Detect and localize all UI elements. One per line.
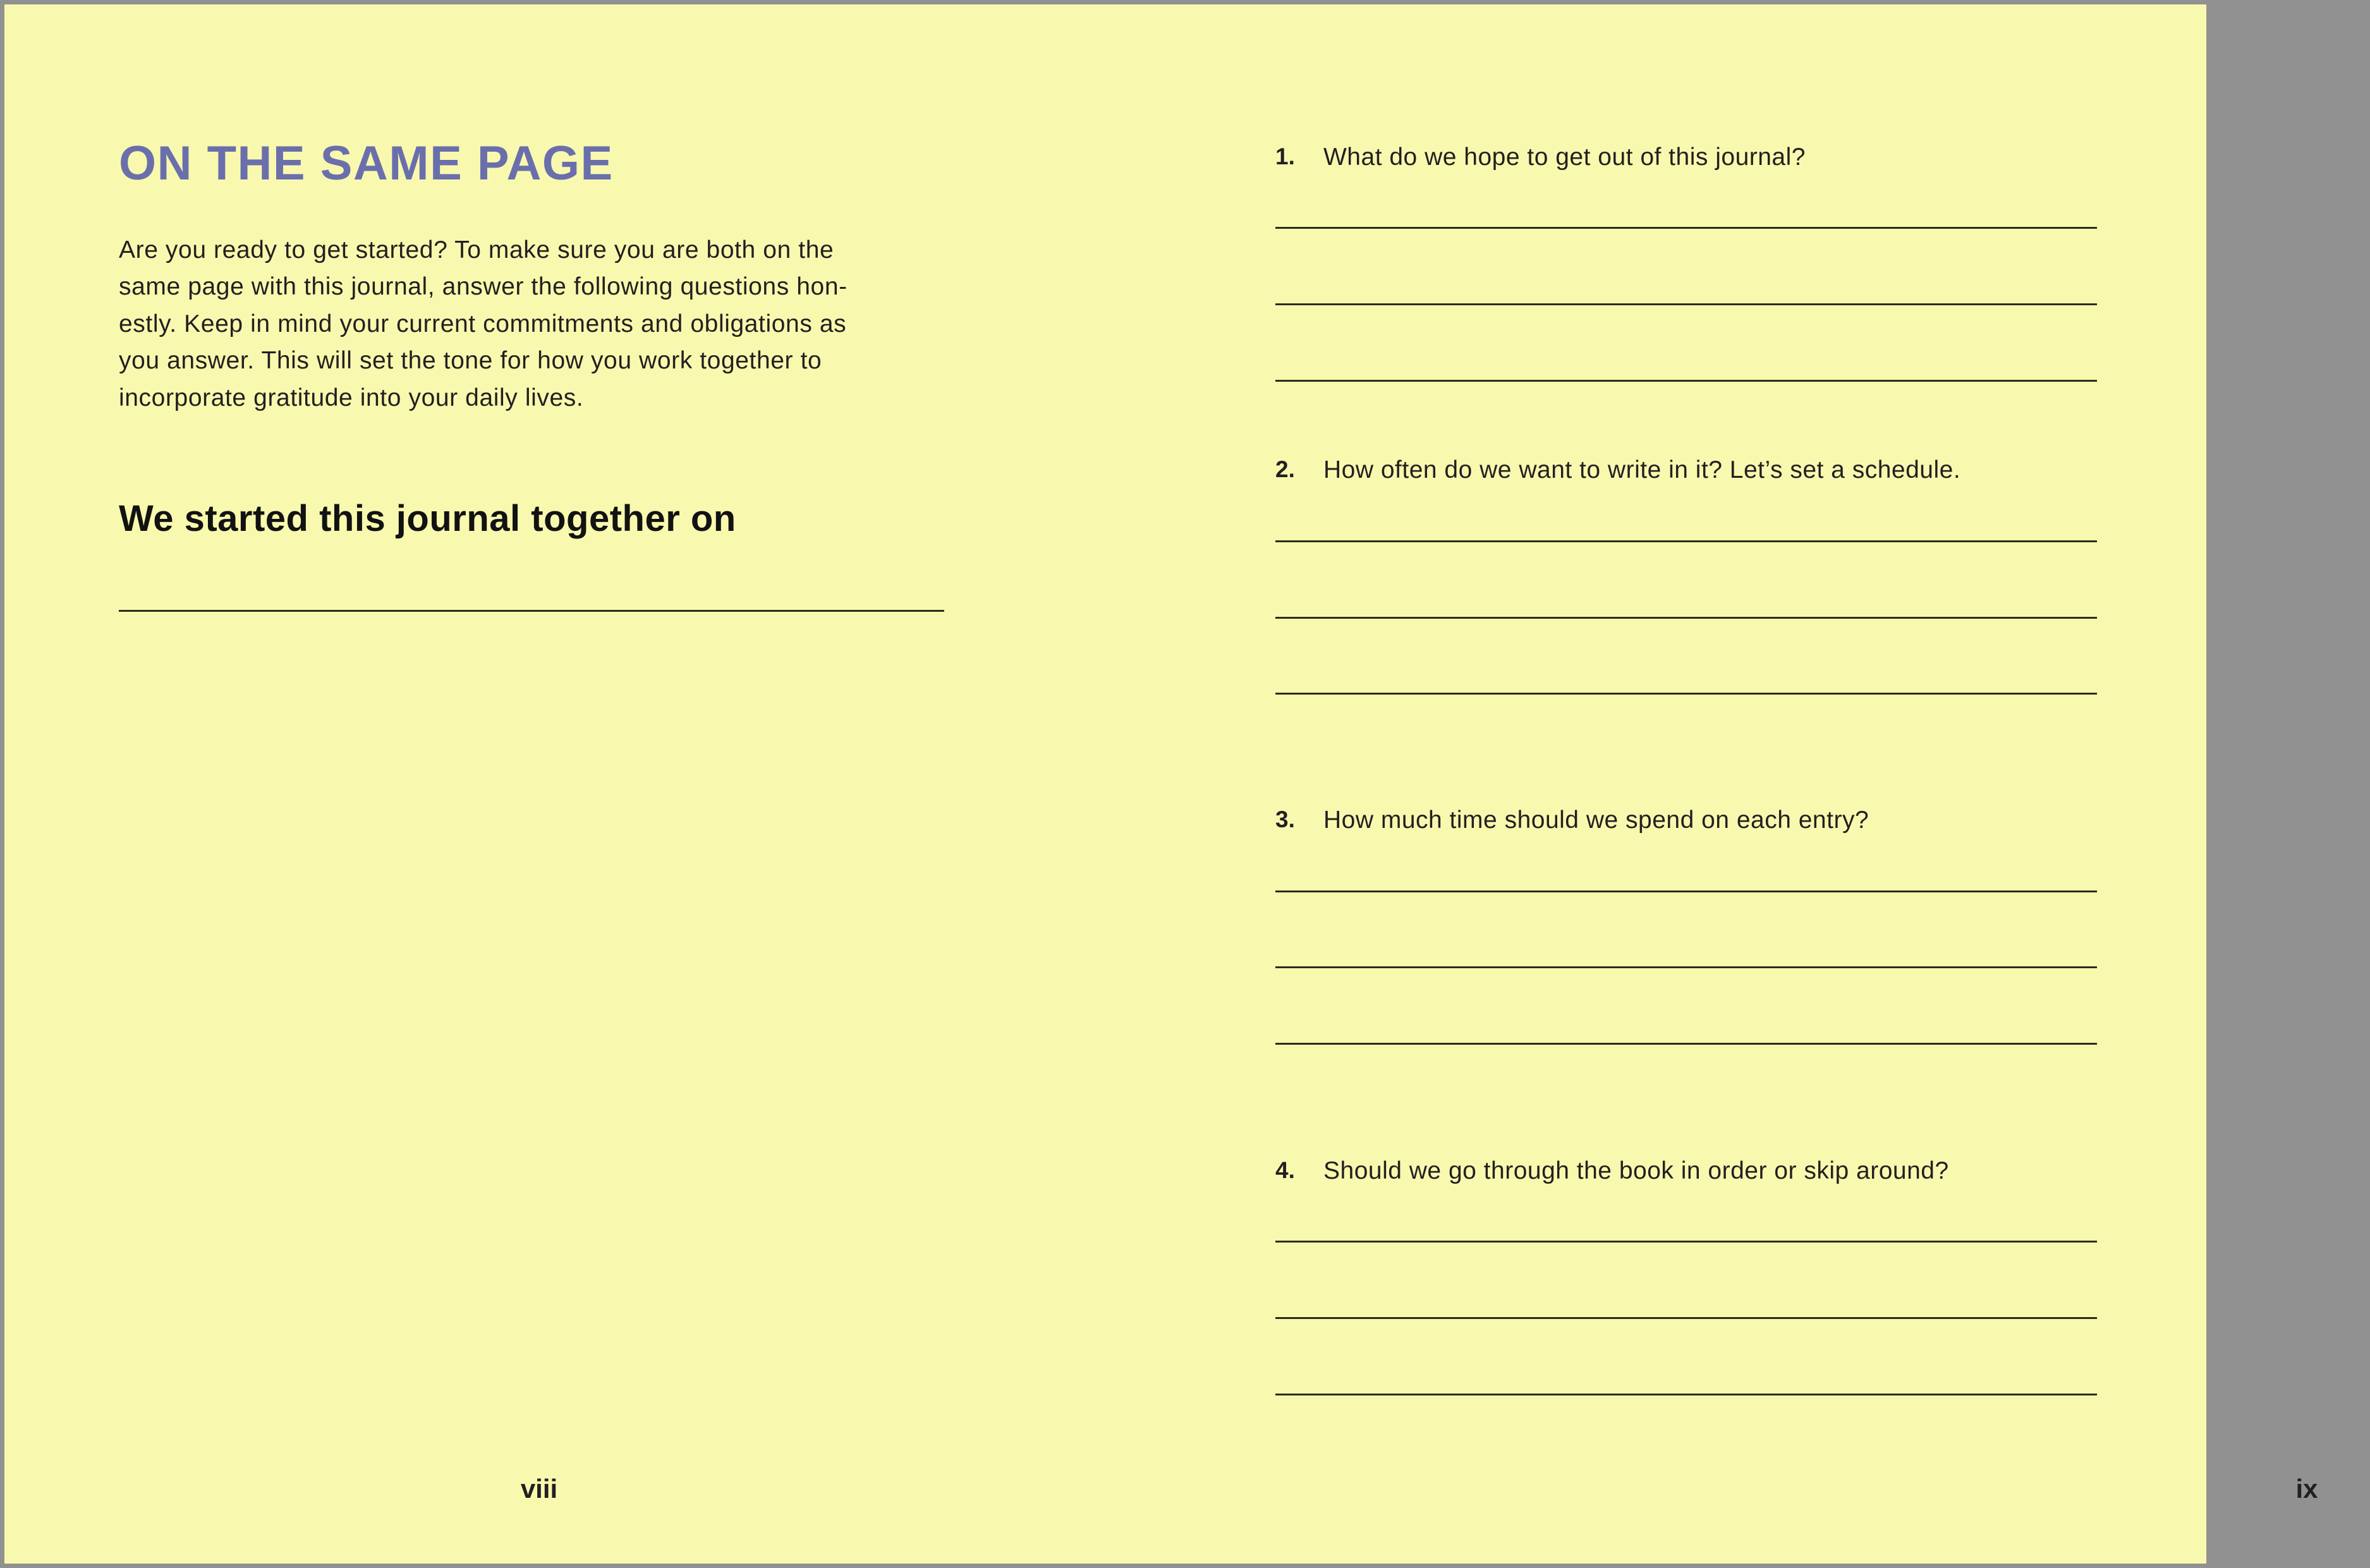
intro-line: same page with this journal, answer the following questions hon-: [119, 273, 848, 301]
question-number: 1.: [1275, 143, 1295, 169]
right-page: [1105, 4, 2318, 1564]
question-number: 2.: [1275, 456, 1295, 482]
answer-line[interactable]: [1275, 1043, 2097, 1045]
intro-paragraph: [119, 232, 940, 416]
start-date-line[interactable]: [119, 610, 944, 612]
intro-line: incorporate gratitude into your daily lives.: [119, 384, 584, 411]
answer-line[interactable]: [1275, 890, 2097, 892]
answer-line[interactable]: [1275, 540, 2097, 542]
question-3: [1275, 808, 2097, 1073]
question-number: 4.: [1275, 1157, 1295, 1183]
answer-line[interactable]: [1275, 227, 2097, 229]
question-1: [1275, 145, 2097, 410]
page-title: ON THE SAME PAGE: [119, 137, 614, 190]
answer-line[interactable]: [1275, 1241, 2097, 1243]
page-number-left: viii: [520, 1474, 558, 1504]
left-page: [4, 4, 1105, 1564]
answer-line[interactable]: [1275, 380, 2097, 382]
start-date-heading: We started this journal together on: [119, 498, 736, 539]
intro-line: estly. Keep in mind your current commitments and obligations as: [119, 310, 847, 337]
question-text: How often do we want to write in it? Let’s set a schedule.: [1323, 456, 1961, 483]
question-4: [1275, 1158, 2097, 1424]
intro-line: you answer. This will set the tone for how you work together to: [119, 347, 822, 375]
question-text: What do we hope to get out of this journal?: [1323, 143, 1806, 171]
question-text: Should we go through the book in order or skip around?: [1323, 1157, 1949, 1184]
book-spread: [4, 4, 2318, 1564]
answer-line[interactable]: [1275, 966, 2097, 968]
page-number-right: ix: [2295, 1474, 2318, 1504]
answer-line[interactable]: [1275, 617, 2097, 619]
answer-line[interactable]: [1275, 1394, 2097, 1395]
answer-line[interactable]: [1275, 303, 2097, 305]
question-number: 3.: [1275, 806, 1295, 832]
answer-line[interactable]: [1275, 1317, 2097, 1319]
intro-line: Are you ready to get started? To make sure you are both on the: [119, 236, 834, 264]
question-2: [1275, 458, 2097, 723]
answer-line[interactable]: [1275, 693, 2097, 695]
question-text: How much time should we spend on each entry?: [1323, 806, 1869, 834]
